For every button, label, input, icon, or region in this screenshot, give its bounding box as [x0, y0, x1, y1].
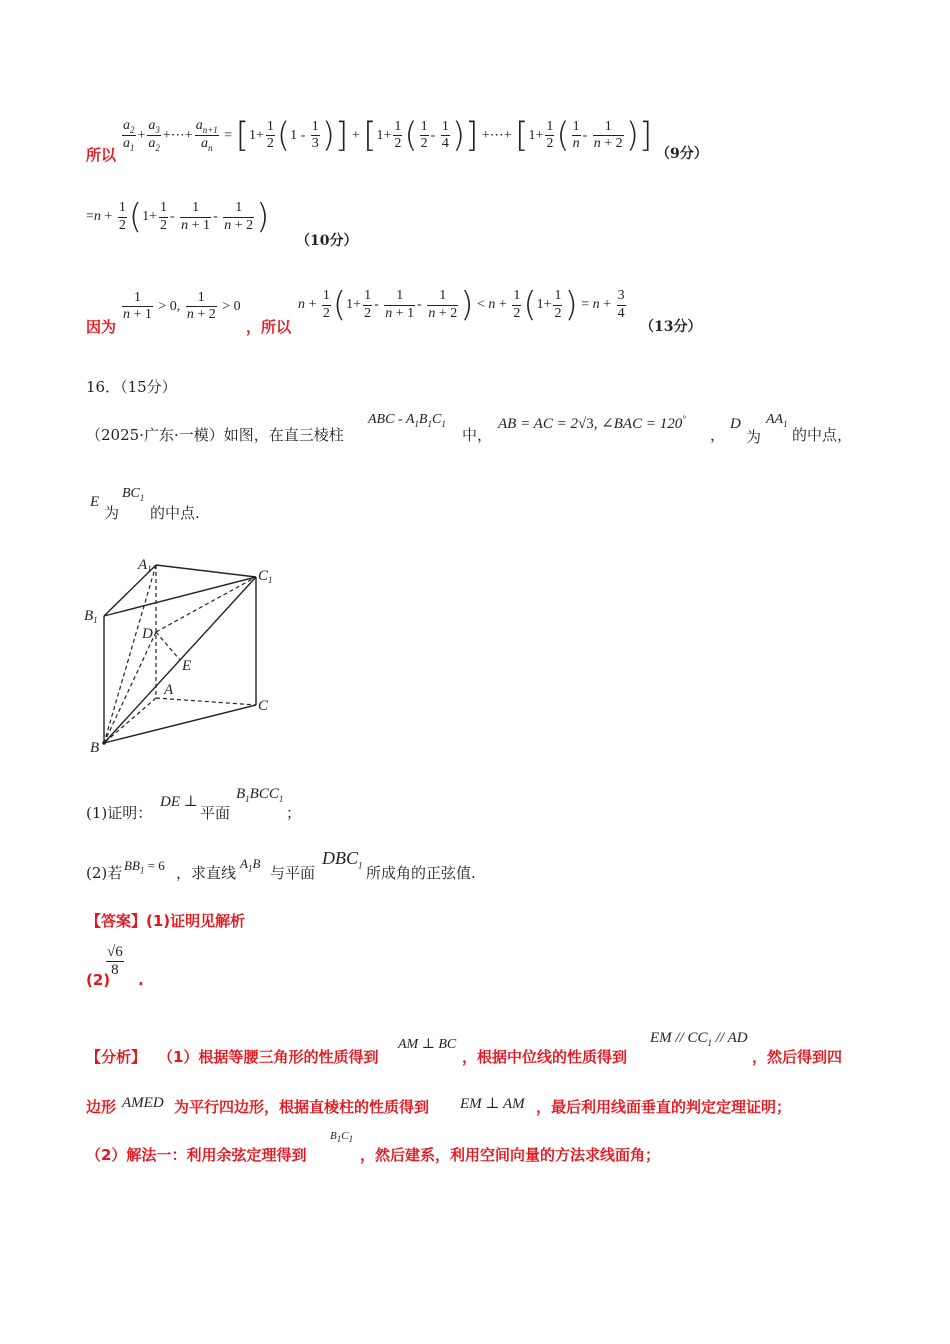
- edge-a1c1: [156, 565, 256, 577]
- q2-line: $A_1B$: [240, 856, 261, 874]
- problem-statement-line1: [86, 424, 344, 445]
- segment-aa1: $AA_1$: [766, 412, 788, 429]
- inequality-result-math: n + $\frac{1}{2}$ (1+ $\frac{1}{2}$ - $\frac{1}{n + 1}$ - $\frac{1}{n + 2}$ ) < n + $\frac{1}{2}$ (1+ $\frac{1}{2}$ ) = n + $\frac{3}{4}$: [298, 285, 625, 325]
- frac-a3-a2: $\frac{a_3}{a_2}$: [148, 118, 160, 153]
- edge-de: [156, 632, 180, 660]
- problem-mid: 中，: [462, 426, 493, 444]
- edge-ac: [156, 698, 256, 705]
- wei-1: 为: [746, 428, 762, 446]
- sum-equation-math: $\frac{a_2}{a_1}$ + $\frac{a_3}{a_2}$ +⋯+ $\frac{a_{n+1}}{a_n}$ = [1+ $\frac{1}{2}$ (1 - $\frac{1}{3}$ )] + [1+ $\frac{1}{2}$ ( $\frac{1}{2}$ - $\frac{1}{4}$ )] +⋯+ [1+ $\frac{1}{2}$ ( $\frac{1}{n}$ - $\frac{1}{n + 2}$ )]: [123, 115, 653, 156]
- label-c: C: [258, 698, 269, 714]
- problem-source: （2025·广东·一模）如图，在直三棱柱: [86, 426, 344, 444]
- edge-b1c1: [104, 577, 256, 616]
- wei-2: 为: [104, 504, 120, 522]
- edge-a1b: [104, 565, 156, 743]
- label-b: B: [90, 740, 100, 756]
- midpoint-text: 的中点，: [792, 426, 853, 444]
- edge-db: [104, 632, 156, 743]
- analysis-tag: 【分析】: [86, 1048, 147, 1066]
- analysis-p1a: （1）根据等腰三角形的性质得到: [158, 1048, 379, 1066]
- label-a1: $A_1$: [138, 557, 152, 574]
- point-e: E: [90, 494, 100, 510]
- score-mark-10: （10分）: [296, 233, 358, 249]
- edge-dc1: [156, 577, 256, 632]
- score-mark-9: （9分）: [656, 146, 708, 162]
- analysis-em-am: EM ⊥ AM: [460, 1096, 525, 1112]
- q1-plane-name: $B_1BCC_1$: [236, 786, 284, 804]
- q2-text1: ，求直线: [176, 864, 237, 882]
- answer-fraction: [104, 944, 126, 980]
- q2-text3: 所成角的正弦值.: [366, 864, 476, 882]
- analysis-p3a: （2）解法一：利用余弦定理得到: [86, 1146, 307, 1164]
- prism-figure: [80, 550, 280, 760]
- frac-a2-a1: $\frac{a_2}{a_1}$: [123, 118, 135, 153]
- answer-dot: .: [138, 971, 144, 989]
- answer-part2-label: (2): [86, 971, 111, 989]
- answer-den: 8: [111, 962, 119, 979]
- q2-prefix: (2)若: [86, 864, 123, 882]
- problem-number: 16．（15分）: [86, 378, 177, 396]
- sum-result-math: =n + $\frac{1}{2}$ (1+ $\frac{1}{2}$ - $\frac{1}{n + 1}$ - $\frac{1}{n + 2}$ ): [86, 197, 270, 237]
- q2-plane: $DBC_1$: [322, 848, 363, 871]
- score-mark-13: （13分）: [640, 319, 702, 335]
- q1-end: ；: [286, 804, 302, 822]
- q1-plane-word: 平面: [200, 804, 231, 822]
- analysis-em: EM // $CC_1$ // AD: [650, 1030, 748, 1048]
- point-d: D: [730, 416, 741, 432]
- analysis-b1c1: $B_1C_1$: [330, 1130, 354, 1145]
- analysis-p2b: 为平行四边形，根据直棱柱的性质得到: [174, 1098, 430, 1116]
- so-label: 所以: [86, 146, 117, 164]
- because-label: 因为: [86, 318, 117, 336]
- plus-dots: +⋯+: [162, 127, 193, 143]
- midpoint-text-2: 的中点.: [150, 504, 200, 522]
- condition: AB = AC = 2√3, ∠BAC = 120°: [498, 414, 686, 432]
- analysis-p2a: 边形: [86, 1098, 117, 1116]
- answer-title: 【答案】(1)证明见解析: [86, 912, 246, 930]
- prism-name: ABC - $A_1B_1C_1$: [368, 412, 446, 429]
- edge-bc: [104, 705, 256, 743]
- label-d: D: [142, 626, 153, 642]
- analysis-amed: AMED: [122, 1095, 164, 1111]
- answer-num: √6: [106, 944, 124, 962]
- q1-math: DE ⊥: [160, 794, 198, 810]
- frac-an1-an: $\frac{a_{n+1}}{a_n}$: [195, 118, 218, 153]
- analysis-p3b: ，然后建系，利用空间向量的方法求线面角；: [360, 1146, 661, 1164]
- label-e: E: [182, 658, 192, 674]
- inequality-premise-math: $\frac{1}{n + 1}$ > 0, $\frac{1}{n + 2}$ > 0: [123, 290, 241, 323]
- comma-1: ，: [710, 426, 726, 444]
- so-label-2: ，所以: [246, 318, 292, 336]
- q1-prefix: (1)证明：: [86, 804, 153, 822]
- label-c1: $C_1$: [258, 568, 273, 585]
- analysis-p1b: ，根据中位线的性质得到: [462, 1048, 628, 1066]
- analysis-p2c: ，最后利用线面垂直的判定定理证明；: [536, 1098, 792, 1116]
- analysis-p1c: ，然后得到四: [752, 1048, 843, 1066]
- analysis-am-bc: AM ⊥ BC: [398, 1037, 457, 1052]
- q2-cond: $BB_1 = 6$: [124, 858, 165, 876]
- label-a: A: [164, 682, 174, 698]
- q2-text2: 与平面: [270, 864, 316, 882]
- segment-bc1: $BC_1$: [122, 486, 145, 503]
- label-b1: $B_1$: [84, 608, 98, 625]
